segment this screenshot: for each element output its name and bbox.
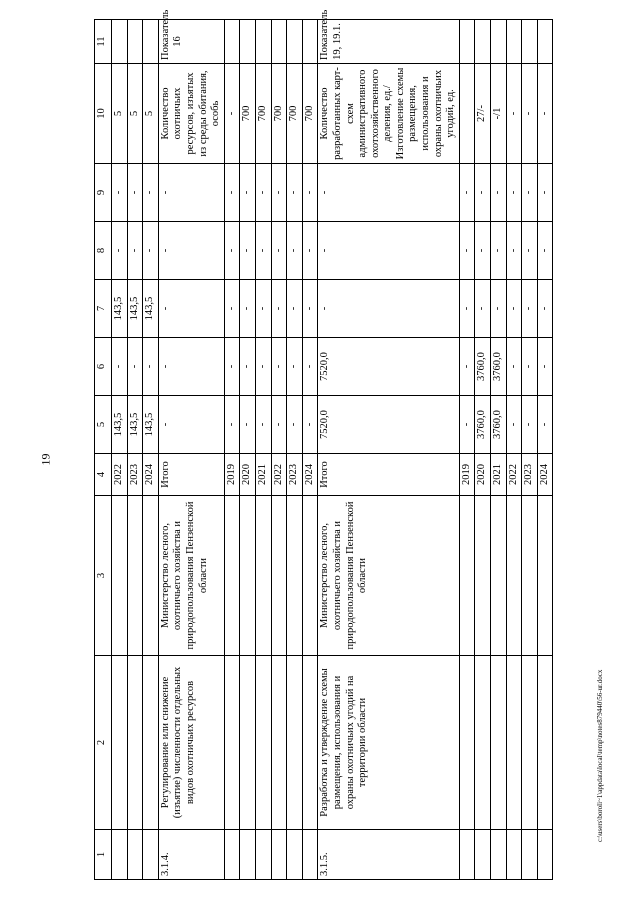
table-cell xyxy=(112,656,128,830)
table-cell: - xyxy=(459,338,475,396)
table-cell: Итого xyxy=(158,454,224,496)
table-cell: - xyxy=(459,164,475,222)
table-cell: 700 xyxy=(255,64,271,164)
table-cell xyxy=(475,496,491,656)
table-cell xyxy=(112,20,128,64)
table-cell xyxy=(522,830,538,880)
table-cell: 700 xyxy=(240,64,256,164)
table-cell: - xyxy=(287,396,303,454)
table-cell: - xyxy=(522,280,538,338)
table-row xyxy=(302,20,318,880)
table-cell: 2021 xyxy=(491,454,507,496)
table-cell: - xyxy=(158,396,224,454)
table-cell xyxy=(491,830,507,880)
table-cell: - xyxy=(287,280,303,338)
table-row xyxy=(522,20,538,880)
table-cell xyxy=(240,496,256,656)
table-cell xyxy=(302,20,318,64)
table-cell: - xyxy=(224,396,240,454)
table-cell: - xyxy=(271,222,287,280)
footer-file-path: c:\users\boroli~1\appdata\local\temp\notes879440\56-ur.docx xyxy=(596,669,604,842)
table-cell xyxy=(522,20,538,64)
table-cell: - xyxy=(537,280,553,338)
table-cell: 5 xyxy=(143,64,159,164)
table-cell: - xyxy=(475,222,491,280)
table-cell xyxy=(537,496,553,656)
table-cell xyxy=(127,20,143,64)
table-cell: 2020 xyxy=(240,454,256,496)
table-cell xyxy=(522,496,538,656)
table-cell: - xyxy=(271,338,287,396)
table-cell: 700 xyxy=(271,64,287,164)
table-cell: 3760,0 xyxy=(491,338,507,396)
table-cell: - xyxy=(143,338,159,396)
table-cell: - xyxy=(271,164,287,222)
table-cell xyxy=(475,830,491,880)
table-cell: - xyxy=(459,396,475,454)
table-cell: - xyxy=(302,222,318,280)
table-cell: Министерство лесного, охотничьего хозяйства и природопользования Пензенской области xyxy=(158,496,224,656)
table-cell: - xyxy=(318,222,460,280)
table-cell: - xyxy=(240,338,256,396)
table-cell xyxy=(255,656,271,830)
table-cell: 700 xyxy=(302,64,318,164)
table-cell xyxy=(506,830,522,880)
table-cell: - xyxy=(506,338,522,396)
table-row xyxy=(491,20,507,880)
header-cell: 3 xyxy=(95,496,112,656)
header-cell: 5 xyxy=(95,396,112,454)
table-cell xyxy=(475,20,491,64)
table-cell xyxy=(475,656,491,830)
table-cell xyxy=(271,656,287,830)
header-cell: 8 xyxy=(95,222,112,280)
table-cell xyxy=(459,20,475,64)
table-cell xyxy=(112,830,128,880)
table-cell xyxy=(287,496,303,656)
table-cell xyxy=(459,64,475,164)
table-cell xyxy=(302,830,318,880)
table-cell: Итого xyxy=(318,454,460,496)
table-cell xyxy=(240,20,256,64)
table-cell xyxy=(287,656,303,830)
table-cell: - xyxy=(271,396,287,454)
table-cell: - xyxy=(224,64,240,164)
table-cell: 7520,0 xyxy=(318,338,460,396)
table-cell: - xyxy=(127,164,143,222)
table-cell: 143,5 xyxy=(127,396,143,454)
rotated-table-wrapper xyxy=(94,9,618,880)
table-cell: 2019 xyxy=(224,454,240,496)
table-cell: - xyxy=(506,222,522,280)
table-row xyxy=(240,20,256,880)
table-cell xyxy=(112,496,128,656)
table-cell: - xyxy=(537,338,553,396)
table-cell: 2024 xyxy=(143,454,159,496)
header-cell: 6 xyxy=(95,338,112,396)
table-cell: - xyxy=(255,222,271,280)
table-cell: - xyxy=(143,222,159,280)
table-cell: 2021 xyxy=(255,454,271,496)
table-cell xyxy=(459,830,475,880)
table-cell: 3760,0 xyxy=(475,338,491,396)
table-row xyxy=(224,20,240,880)
table-cell: - xyxy=(255,280,271,338)
table-cell: - xyxy=(475,280,491,338)
table-body xyxy=(95,9,553,880)
table-cell: - xyxy=(224,164,240,222)
table-cell xyxy=(255,20,271,64)
table-cell: 2024 xyxy=(537,454,553,496)
table-cell: - xyxy=(158,164,224,222)
table-cell: - xyxy=(506,64,522,164)
table-row xyxy=(475,20,491,880)
table-cell xyxy=(224,656,240,830)
table-cell: Министерство лесного, охотничьего хозяйства и природопользования Пензенской области xyxy=(318,496,460,656)
header-cell: 7 xyxy=(95,280,112,338)
table-cell xyxy=(143,496,159,656)
table-cell xyxy=(302,656,318,830)
table-cell: - xyxy=(537,164,553,222)
table-cell: - xyxy=(522,164,538,222)
table-cell: - xyxy=(112,164,128,222)
table-cell: - xyxy=(143,164,159,222)
header-cell: 4 xyxy=(95,454,112,496)
table-cell: - xyxy=(506,280,522,338)
table-cell: 5 xyxy=(112,64,128,164)
table-row xyxy=(143,20,159,880)
table-cell: 3760,0 xyxy=(491,396,507,454)
table-cell: Показатель 19, 19.1. xyxy=(318,20,460,64)
table-cell: 3.1.5. xyxy=(318,830,460,880)
table-cell: - xyxy=(127,222,143,280)
table-cell: - xyxy=(522,338,538,396)
table-cell: - xyxy=(302,164,318,222)
table-cell: - xyxy=(255,164,271,222)
table-cell: - xyxy=(240,396,256,454)
table-cell xyxy=(506,496,522,656)
table-row xyxy=(459,20,475,880)
table-cell: - xyxy=(224,222,240,280)
table-cell: - xyxy=(506,164,522,222)
table-cell xyxy=(287,20,303,64)
table-cell: Количество разработанных карт-схем административного охотхозяйственного деления, ед./Изготовление схемы размещения, использования и охраны охотничьих угодий, ед. xyxy=(318,64,460,164)
table-cell xyxy=(459,496,475,656)
table-row xyxy=(287,20,303,880)
header-cell: 1 xyxy=(95,830,112,880)
table-cell: 700 xyxy=(287,64,303,164)
table-cell: 2022 xyxy=(112,454,128,496)
table-cell: - xyxy=(522,64,538,164)
table-cell: - xyxy=(127,338,143,396)
table-cell: - xyxy=(240,280,256,338)
table-cell: 2022 xyxy=(271,454,287,496)
table-cell: - xyxy=(537,64,553,164)
table-cell xyxy=(224,20,240,64)
table-cell: - xyxy=(255,396,271,454)
header-cell: 9 xyxy=(95,164,112,222)
table-cell: 2022 xyxy=(506,454,522,496)
table-cell: Количество охотничьих ресурсов, изъятых из среды обитания, особь xyxy=(158,64,224,164)
table-cell: - xyxy=(459,280,475,338)
table-cell xyxy=(143,656,159,830)
table-cell: 143,5 xyxy=(143,396,159,454)
table-cell: - xyxy=(537,396,553,454)
table-cell: - xyxy=(318,280,460,338)
table-cell: - xyxy=(506,396,522,454)
table-cell xyxy=(255,830,271,880)
table-cell xyxy=(522,656,538,830)
table-cell: - xyxy=(318,164,460,222)
table-cell: 2024 xyxy=(302,454,318,496)
table-cell xyxy=(127,656,143,830)
table-cell: Разработка и утверждение схемы размещения, использования и охраны охотничьих угодий на территории области xyxy=(318,656,460,830)
table-cell: - xyxy=(302,280,318,338)
table-row xyxy=(127,20,143,880)
table-cell: - xyxy=(240,164,256,222)
table-row xyxy=(158,20,224,880)
table-cell: - xyxy=(271,280,287,338)
table-cell xyxy=(143,20,159,64)
table-cell: - xyxy=(112,338,128,396)
table-cell: 143,5 xyxy=(112,396,128,454)
table-cell xyxy=(143,830,159,880)
table-cell: 2023 xyxy=(287,454,303,496)
table-cell: - xyxy=(287,164,303,222)
table-cell xyxy=(271,496,287,656)
table-cell xyxy=(302,496,318,656)
table-cell xyxy=(491,496,507,656)
table-row xyxy=(537,20,553,880)
table-cell: 2020 xyxy=(475,454,491,496)
table-cell: 143,5 xyxy=(143,280,159,338)
table-cell: 2019 xyxy=(459,454,475,496)
table-cell: - xyxy=(240,222,256,280)
table-cell: - xyxy=(158,338,224,396)
table-cell xyxy=(491,656,507,830)
table-cell: 7520,0 xyxy=(318,396,460,454)
table-cell: - xyxy=(302,396,318,454)
table-cell: - xyxy=(522,396,538,454)
table-cell: - xyxy=(287,222,303,280)
table-cell: 5 xyxy=(127,64,143,164)
table-cell xyxy=(271,830,287,880)
table-cell xyxy=(491,20,507,64)
table-cell: 143,5 xyxy=(112,280,128,338)
table-cell xyxy=(506,20,522,64)
table-cell xyxy=(127,830,143,880)
table-cell: - xyxy=(158,280,224,338)
table-cell xyxy=(240,656,256,830)
table-cell: - xyxy=(491,164,507,222)
header-row xyxy=(95,20,112,880)
table-cell: - xyxy=(537,222,553,280)
table-cell xyxy=(537,656,553,830)
table-cell xyxy=(240,830,256,880)
table-cell xyxy=(537,830,553,880)
table-row xyxy=(271,20,287,880)
table-cell: - xyxy=(112,222,128,280)
table-cell: - xyxy=(224,338,240,396)
table-cell xyxy=(224,830,240,880)
table-cell: -/1 xyxy=(491,64,507,164)
table-cell: - xyxy=(522,222,538,280)
table-cell: - xyxy=(287,338,303,396)
table-cell: - xyxy=(302,338,318,396)
table-cell: - xyxy=(459,222,475,280)
table-cell: 3760,0 xyxy=(475,396,491,454)
table-cell: Регулирование или снижение (изъятие) численности отдельных видов охотничьих ресурсов xyxy=(158,656,224,830)
table-cell: - xyxy=(491,222,507,280)
table-cell: 2023 xyxy=(522,454,538,496)
program-table xyxy=(94,9,553,880)
table-row xyxy=(112,20,128,880)
table-cell xyxy=(224,496,240,656)
table-cell xyxy=(287,830,303,880)
table-cell xyxy=(537,20,553,64)
table-cell: - xyxy=(158,222,224,280)
table-cell xyxy=(127,496,143,656)
table-row xyxy=(255,20,271,880)
table-row xyxy=(506,20,522,880)
table-cell xyxy=(506,656,522,830)
table-cell xyxy=(255,496,271,656)
table-cell: 143,5 xyxy=(127,280,143,338)
table-cell: - xyxy=(255,338,271,396)
header-cell: 10 xyxy=(95,64,112,164)
table-cell: 27/- xyxy=(475,64,491,164)
header-cell: 11 xyxy=(95,20,112,64)
table-cell: - xyxy=(475,164,491,222)
table-cell xyxy=(271,20,287,64)
table-cell: Показатель 16 xyxy=(158,20,224,64)
table-cell: - xyxy=(491,280,507,338)
header-cell: 2 xyxy=(95,656,112,830)
table-cell xyxy=(459,656,475,830)
table-cell: 2023 xyxy=(127,454,143,496)
table-cell: 3.1.4. xyxy=(158,830,224,880)
table-row xyxy=(318,20,460,880)
page-number: 19 xyxy=(38,453,53,466)
table-cell: - xyxy=(224,280,240,338)
